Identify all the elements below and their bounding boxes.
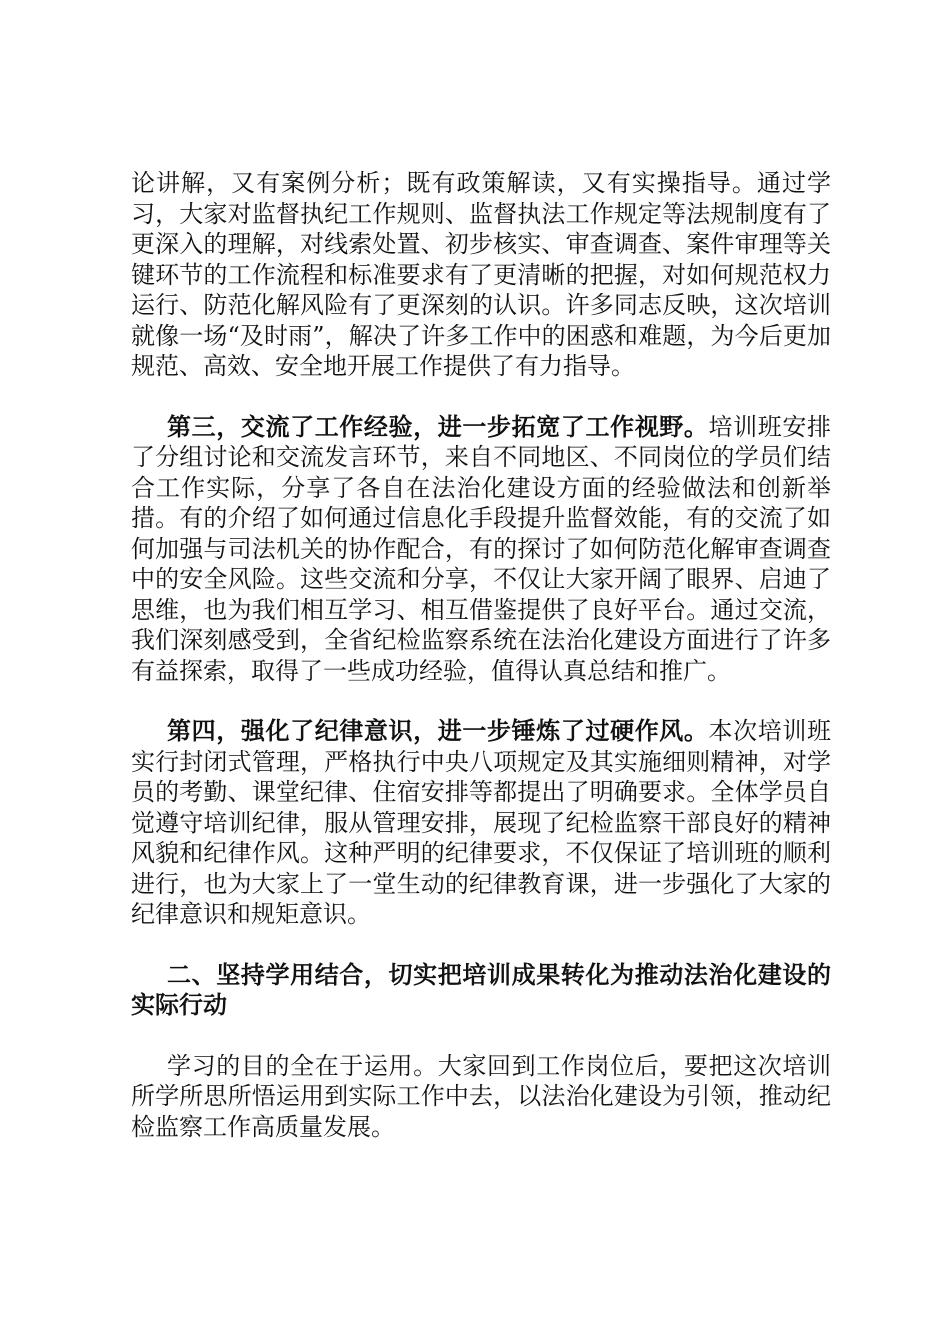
fourth-point-lead: 第四，强化了纪律意识，进一步锤炼了过硬作风。 [167,716,709,745]
section-heading-two: 二、坚持学用结合，切实把培训成果转化为推动法治化建设的实际行动 [131,959,831,1019]
fourth-point-body: 本次培训班实行封闭式管理，严格执行中央八项规定及其实施细则精神，对学员的考勤、课堂纪律、住宿安排等都提出了明确要求。全体学员自觉遵守培训纪律，服从管理安排，展现了纪检监察干部良好的精神风貌和纪律作风。这种严明的纪律要求，不仅保证了培训班的顺利进行，也为大家上了一堂生动的纪律教育课，进一步强化了大家的纪律意识和规矩意识。 [131,717,832,928]
third-point-body: 培训班安排了分组讨论和交流发言环节，来自不同地区、不同岗位的学员们结合工作实际，分享了各自在法治化建设方面的经验做法和创新举措。有的介绍了如何通过信息化手段提升监督效能，有的交流了如何加强与司法机关的协作配合，有的探讨了如何防范化解审查调查中的安全风险。这些交流和分享，不仅让大家开阔了眼界、启迪了思维，也为我们相互学习、相互借鉴提供了良好平台。通过交流，我们深刻感受到，全省纪检监察系统在法治化建设方面进行了许多有益探索，取得了一些成功经验，值得认真总结和推广。 [131,412,832,685]
document-page [131,168,831,1142]
paragraph-application: 学习的目的全在于运用。大家回到工作岗位后，要把这次培训所学所思所悟运用到实际工作中去，以法治化建设为引领，推动纪检监察工作高质量发展。 [131,1051,831,1141]
paragraph-fourth-point [131,716,831,930]
paragraph-continued: 论讲解，又有案例分析；既有政策解读，又有实操指导。通过学习，大家对监督执纪工作规则、监督执法工作规定等法规制度有了更深入的理解，对线索处置、初步核实、审查调查、案件审理等关键环节的工作流程和标准要求有了更清晰的把握，对如何规范权力运行、防范化解风险有了更深刻的认识。许多同志反映，这次培训就像一场“及时雨”，解决了许多工作中的困惑和难题，为今后更加规范、高效、安全地开展工作提供了有力指导。 [131,169,831,380]
third-point-lead: 第三，交流了工作经验，进一步拓宽了工作视野。 [167,411,709,441]
paragraph-third-point [131,412,831,687]
